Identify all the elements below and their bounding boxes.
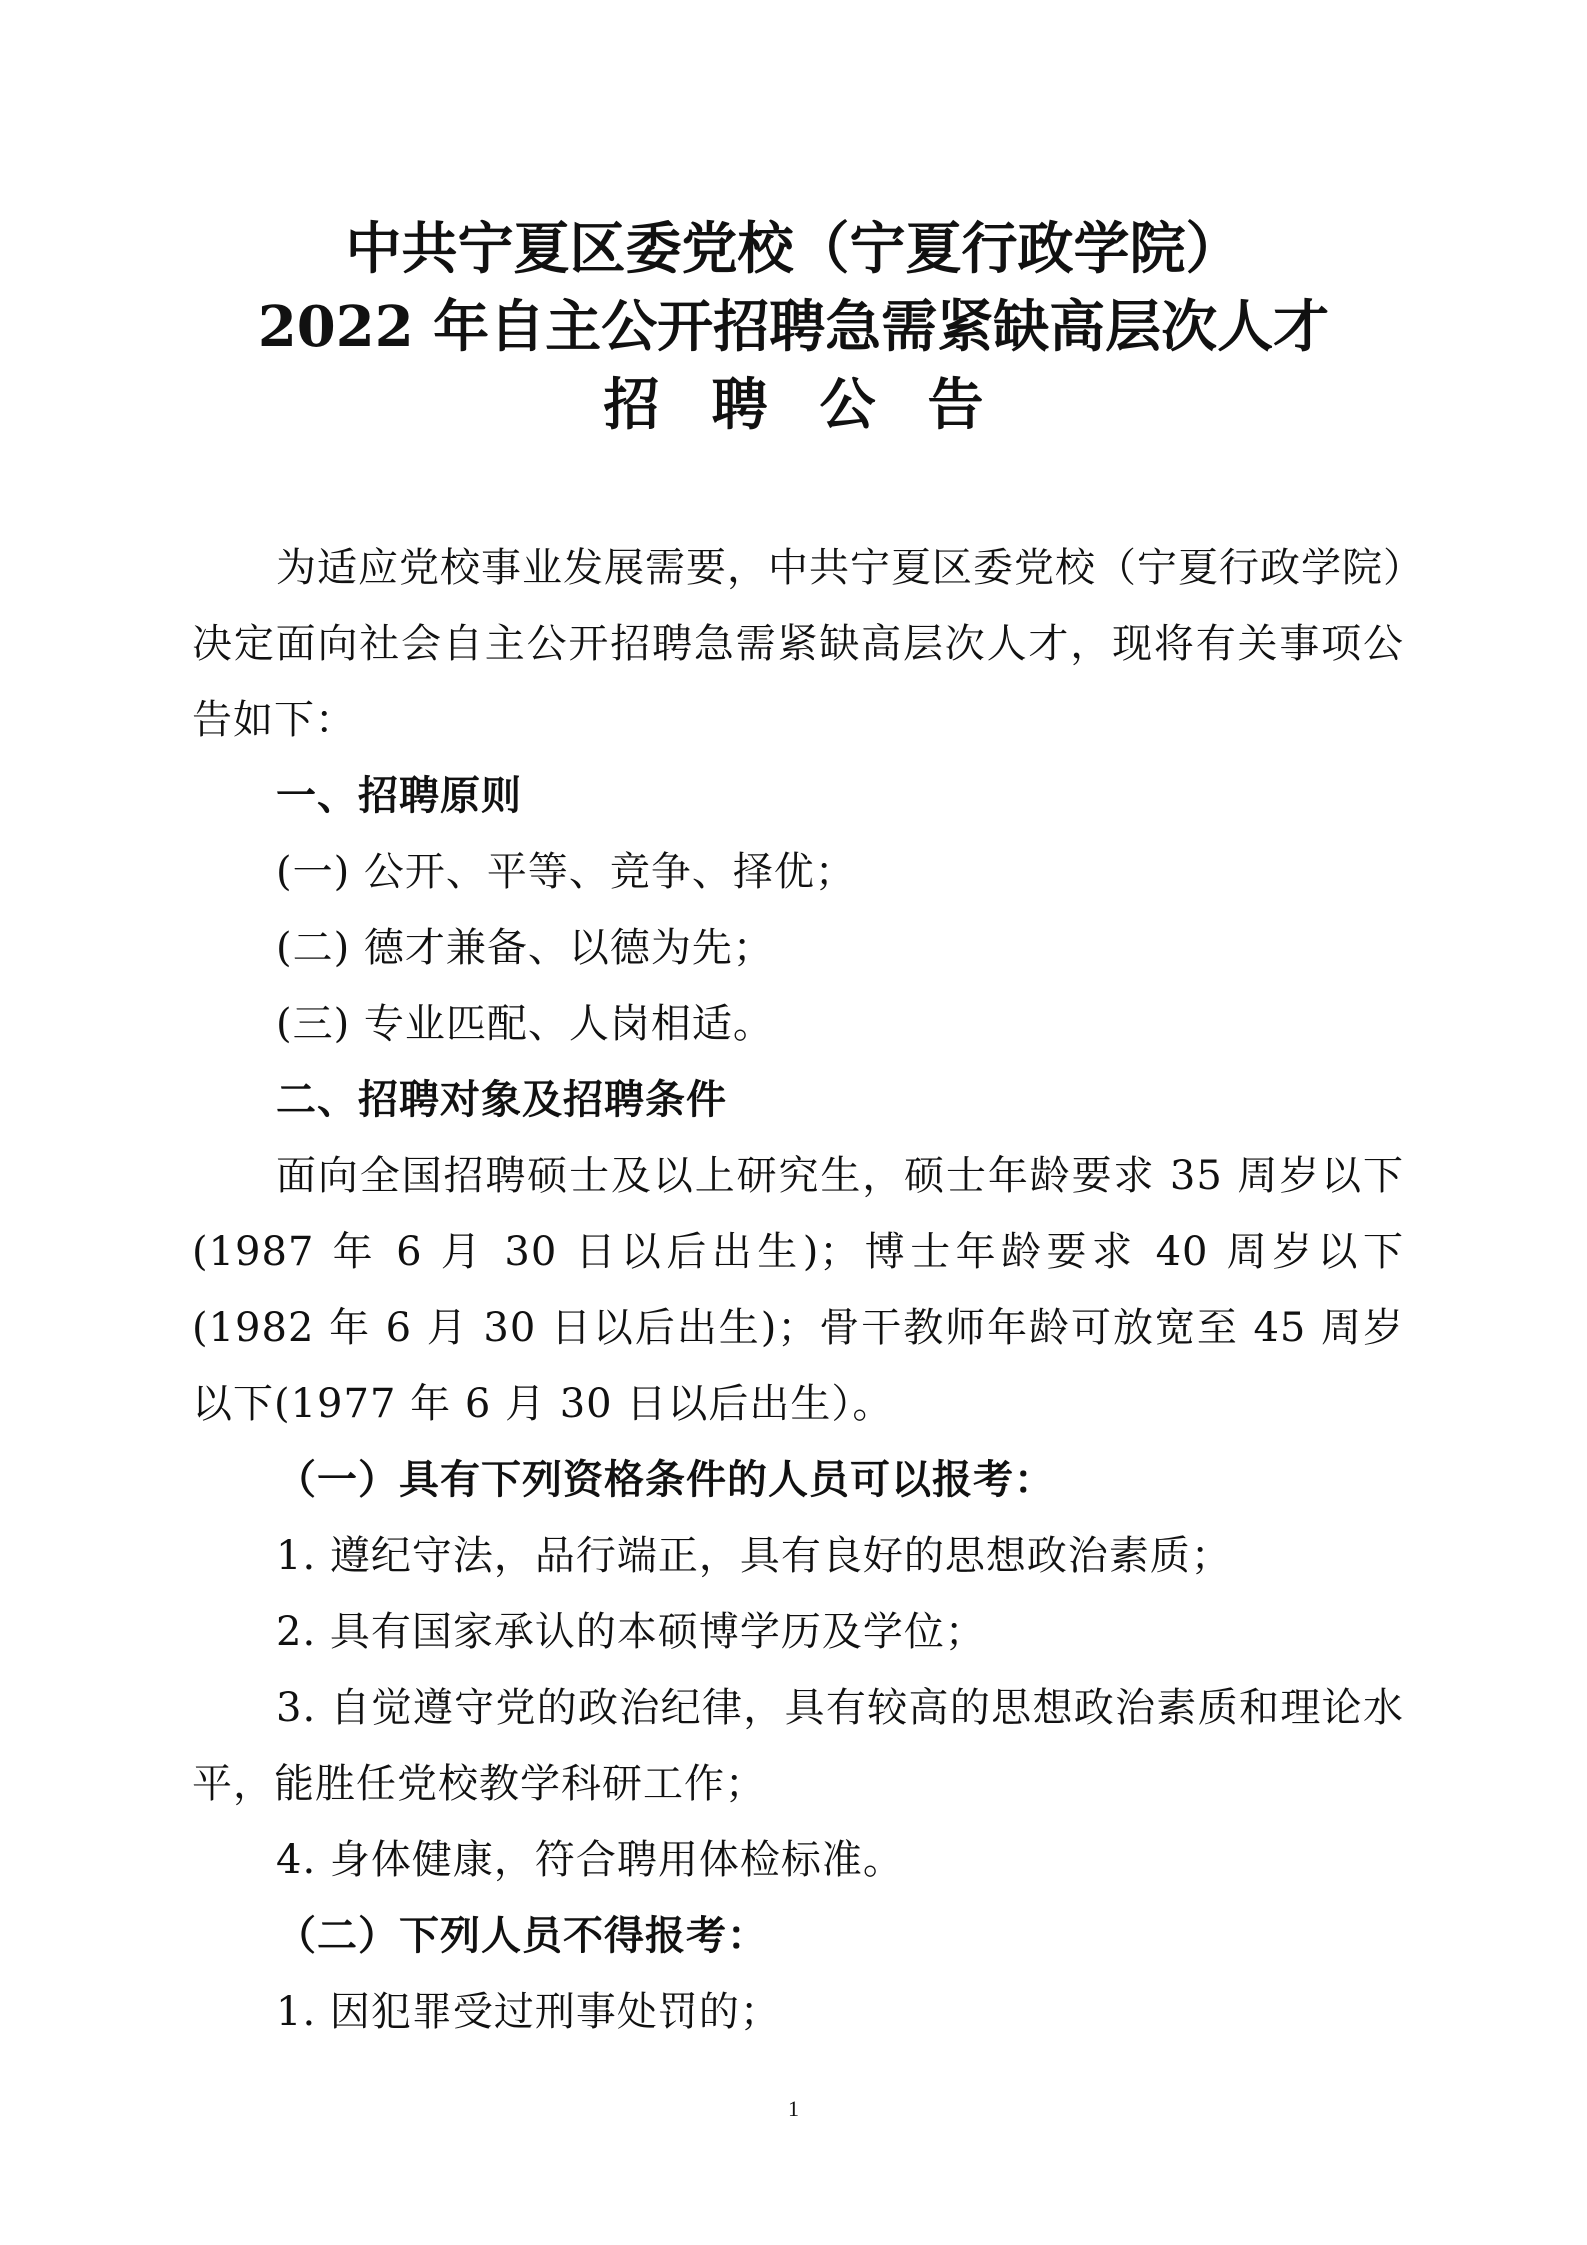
principle-item: (一) 公开、平等、竞争、择优； [276,849,856,895]
page-number: 1 [788,2096,799,2121]
section-heading-requirements: 二、招聘对象及招聘条件 [276,1077,727,1123]
eligibility-item: 2. 具有国家承认的本硕博学历及学位； [276,1609,986,1655]
ineligibility-item: 1. 因犯罪受过刑事处罚的； [276,1989,781,2035]
principle-item: (二) 德才兼备、以德为先； [276,925,774,971]
subheading-eligible: （一）具有下列资格条件的人员可以报考： [276,1456,1055,1503]
eligibility-item: 1. 遵纪守法，品行端正，具有良好的思想政治素质； [276,1533,1232,1579]
title-line-1: 中共宁夏区委党校（宁夏行政学院） [345,216,1242,282]
requirements-paragraph: 面向全国招聘硕士及以上研究生，硕士年龄要求 35 周岁以下(1987 年 6 月 30 日以后出生)；博士年龄要求 40 周岁以下(1982 年 6 月 30 日以后出生)；骨干教师年龄可放宽至 45 周岁以下(1977 年 6 月 30 日以后出生）。 [192,1153,1404,1427]
intro-paragraph: 为适应党校事业发展需要，中共宁夏区委党校（宁夏行政学院）决定面向社会自主公开招聘急需紧缺高层次人才，现将有关事项公告如下： [192,545,1404,743]
title-line-3: 招聘公告 [603,372,1036,438]
section-heading-principles: 一、招聘原则 [276,773,522,819]
title-line-2: 2022 年自主公开招聘急需紧缺高层次人才 [257,294,1330,360]
document-title [0,210,1587,444]
eligibility-item: 3. 自觉遵守党的政治纪律，具有较高的思想政治素质和理论水平，能胜任党校教学科研工作； [192,1685,1404,1807]
principle-item: (三) 专业匹配、人岗相适。 [276,1001,774,1047]
subheading-ineligible: （二）下列人员不得报考： [276,1912,768,1959]
document-body [192,530,1404,2050]
eligibility-item: 4. 身体健康，符合聘用体检标准。 [276,1837,904,1883]
